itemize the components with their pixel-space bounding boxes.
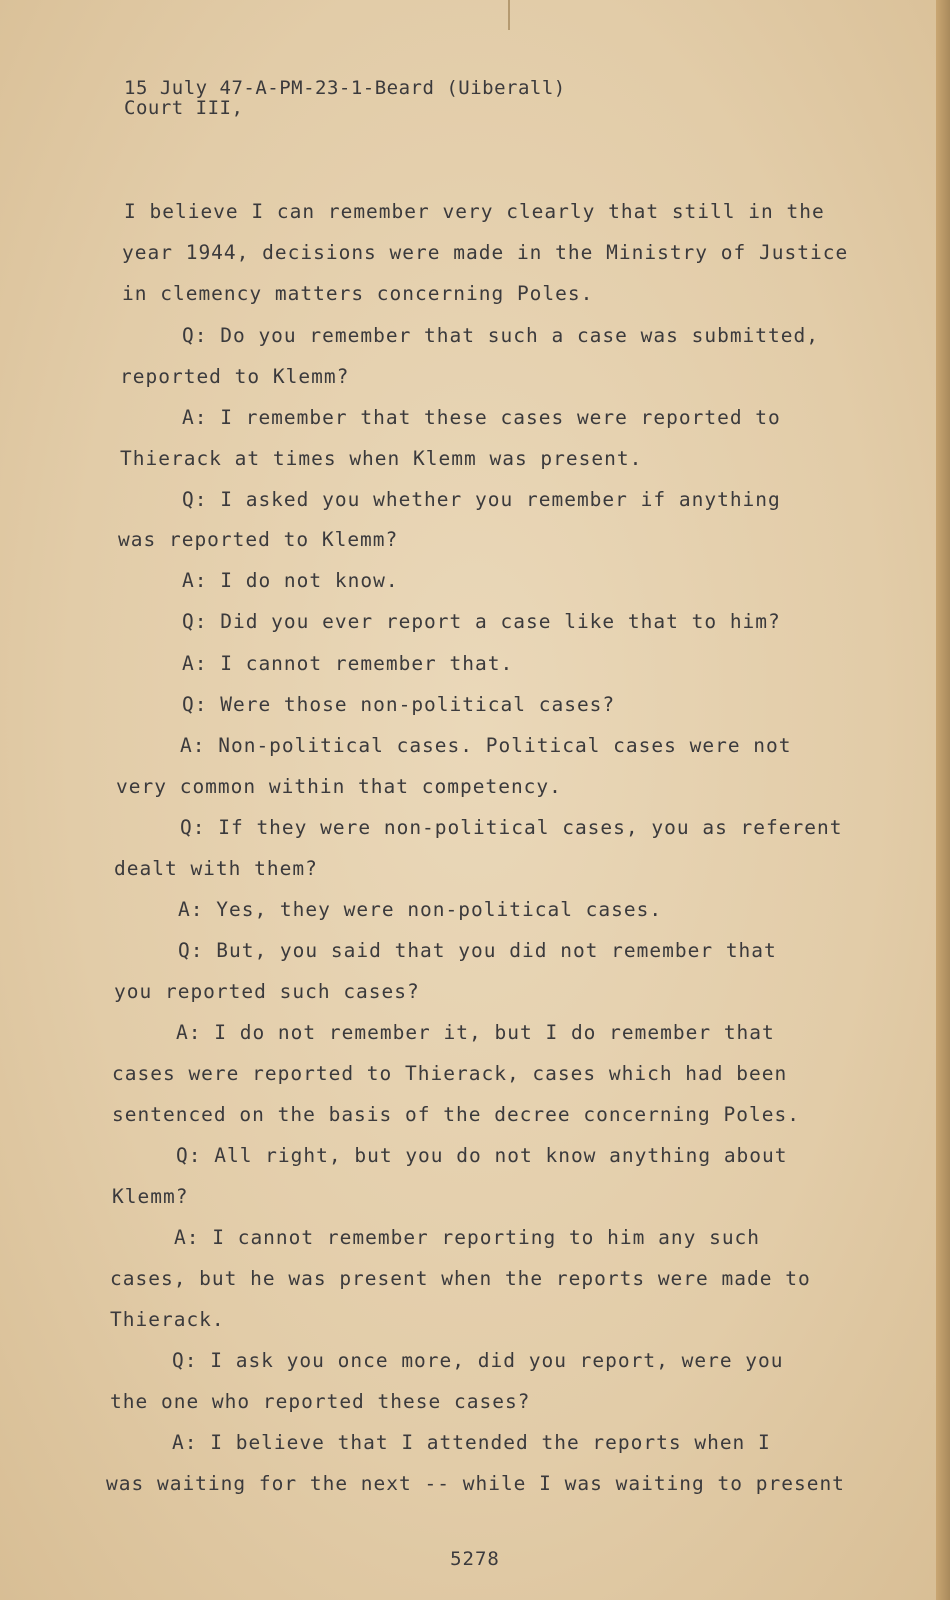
transcript-line: A: I do not remember it, but I do remember that (176, 1021, 775, 1044)
header-reference: 15 July 47-A-PM-23-1-Beard (Uiberall) (124, 77, 566, 99)
transcript-line: A: I cannot remember that. (182, 652, 514, 675)
transcript-line: year 1944, decisions were made in the Ministry of Justice (122, 241, 849, 264)
transcript-line: Thierack. (110, 1308, 225, 1331)
transcript-line: the one who reported these cases? (110, 1390, 531, 1413)
transcript-line: Q: Do you remember that such a case was submitted, (182, 324, 819, 347)
transcript-line: reported to Klemm? (120, 365, 350, 388)
transcript-line: you reported such cases? (114, 980, 420, 1003)
transcript-line: cases, but he was present when the reports were made to (110, 1267, 811, 1290)
header-court: Court III, (124, 97, 244, 119)
transcript-line: very common within that competency. (116, 775, 562, 798)
transcript-line: A: I do not know. (182, 569, 399, 592)
transcript-line: Q: But, you said that you did not remember that (178, 939, 777, 962)
transcript-line: Thierack at times when Klemm was present. (120, 447, 643, 470)
document-header (124, 78, 566, 118)
transcript-line: dealt with them? (114, 857, 318, 880)
transcript-line: cases were reported to Thierack, cases which had been (112, 1062, 788, 1085)
transcript-line: Q: All right, but you do not know anything about (176, 1144, 788, 1167)
transcript-line: Q: Did you ever report a case like that to him? (182, 610, 781, 633)
transcript-line: sentenced on the basis of the decree concerning Poles. (112, 1103, 800, 1126)
page-edge (936, 0, 950, 1600)
transcript-line: Q: I asked you whether you remember if anything (182, 488, 781, 511)
transcript-line: A: I believe that I attended the reports when I (172, 1431, 771, 1454)
transcript-line: A: I cannot remember reporting to him any such (174, 1226, 761, 1249)
transcript-line: Q: Were those non-political cases? (182, 693, 616, 716)
transcript-line: Q: If they were non-political cases, you as referent (180, 816, 843, 839)
page-fold-mark (508, 0, 510, 30)
transcript-line: was reported to Klemm? (118, 528, 399, 551)
transcript-line: in clemency matters concerning Poles. (122, 282, 594, 305)
transcript-line: I believe I can remember very clearly that still in the (124, 200, 825, 223)
transcript-line: was waiting for the next -- while I was waiting to present (106, 1472, 845, 1495)
transcript-line: A: I remember that these cases were reported to (182, 406, 781, 429)
transcript-line: A: Non-political cases. Political cases were not (180, 734, 792, 757)
page-number: 5278 (450, 1548, 500, 1570)
transcript-line: A: Yes, they were non-political cases. (178, 898, 663, 921)
transcript-line: Q: I ask you once more, did you report, were you (172, 1349, 784, 1372)
transcript-line: Klemm? (112, 1185, 189, 1208)
